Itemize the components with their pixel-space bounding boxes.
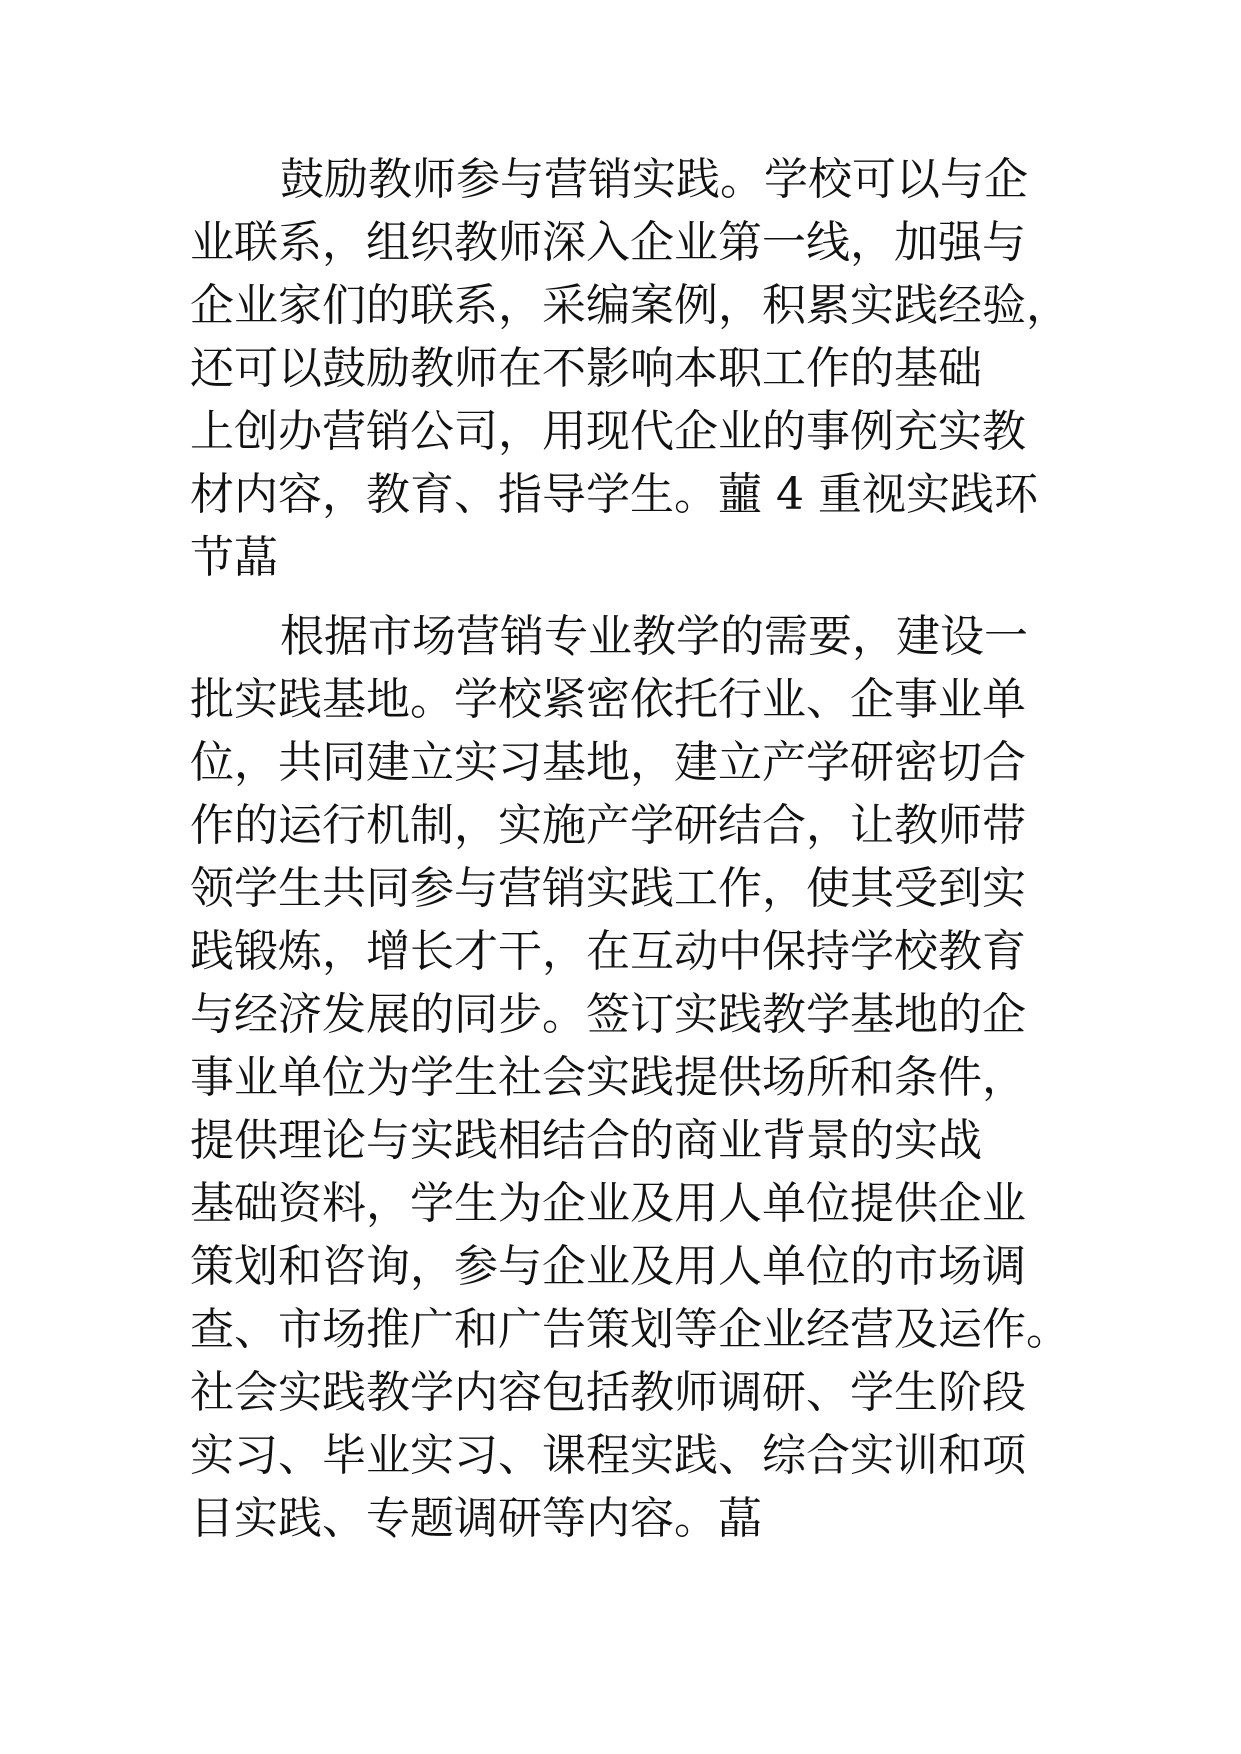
text-line: 查、市场推广和广告策划等企业经营及运作。 (190, 1304, 1070, 1355)
text-line: 上创办营销公司，用现代企业的事例充实教 (190, 406, 1026, 457)
text-line: 批实践基地。学校紧密依托行业、企事业单 (190, 674, 1026, 725)
text-line: 业联系，组织教师深入企业第一线，加强与 (190, 217, 1026, 268)
text-line: 目实践、专题调研等内容。蕌 (190, 1493, 762, 1544)
text-line: 材内容，教育、指导学生。蘁 4 重视实践环 (190, 469, 1038, 520)
paragraph-1 (190, 148, 1090, 589)
paragraph-spacer (190, 589, 1090, 605)
text-line: 领学生共同参与营销实践工作，使其受到实 (190, 863, 1026, 914)
text-line: 基础资料，学生为企业及用人单位提供企业 (190, 1178, 1026, 1229)
text-line: 节蕌 (190, 532, 278, 583)
text-line: 鼓励教师参与营销实践。学校可以与企 (280, 154, 1028, 205)
text-line: 社会实践教学内容包括教师调研、学生阶段 (190, 1367, 1026, 1418)
text-line: 与经济发展的同步。签订实践教学基地的企 (190, 989, 1026, 1040)
text-line: 企业家们的联系，采编案例，积累实践经验， (190, 280, 1070, 331)
text-line: 还可以鼓励教师在不影响本职工作的基础 (190, 343, 982, 394)
body-text (190, 148, 1090, 1550)
text-line: 位，共同建立实习基地，建立产学研密切合 (190, 737, 1026, 788)
text-line: 践锻炼，增长才干，在互动中保持学校教育 (190, 926, 1026, 977)
text-line: 实习、毕业实习、课程实践、综合实训和项 (190, 1430, 1026, 1481)
text-line: 策划和咨询，参与企业及用人单位的市场调 (190, 1241, 1026, 1292)
text-line: 提供理论与实践相结合的商业背景的实战 (190, 1115, 982, 1166)
text-line: 根据市场营销专业教学的需要，建设一 (280, 611, 1028, 662)
paragraph-2 (190, 605, 1090, 1550)
text-line: 作的运行机制，实施产学研结合，让教师带 (190, 800, 1026, 851)
text-line: 事业单位为学生社会实践提供场所和条件， (190, 1052, 1026, 1103)
